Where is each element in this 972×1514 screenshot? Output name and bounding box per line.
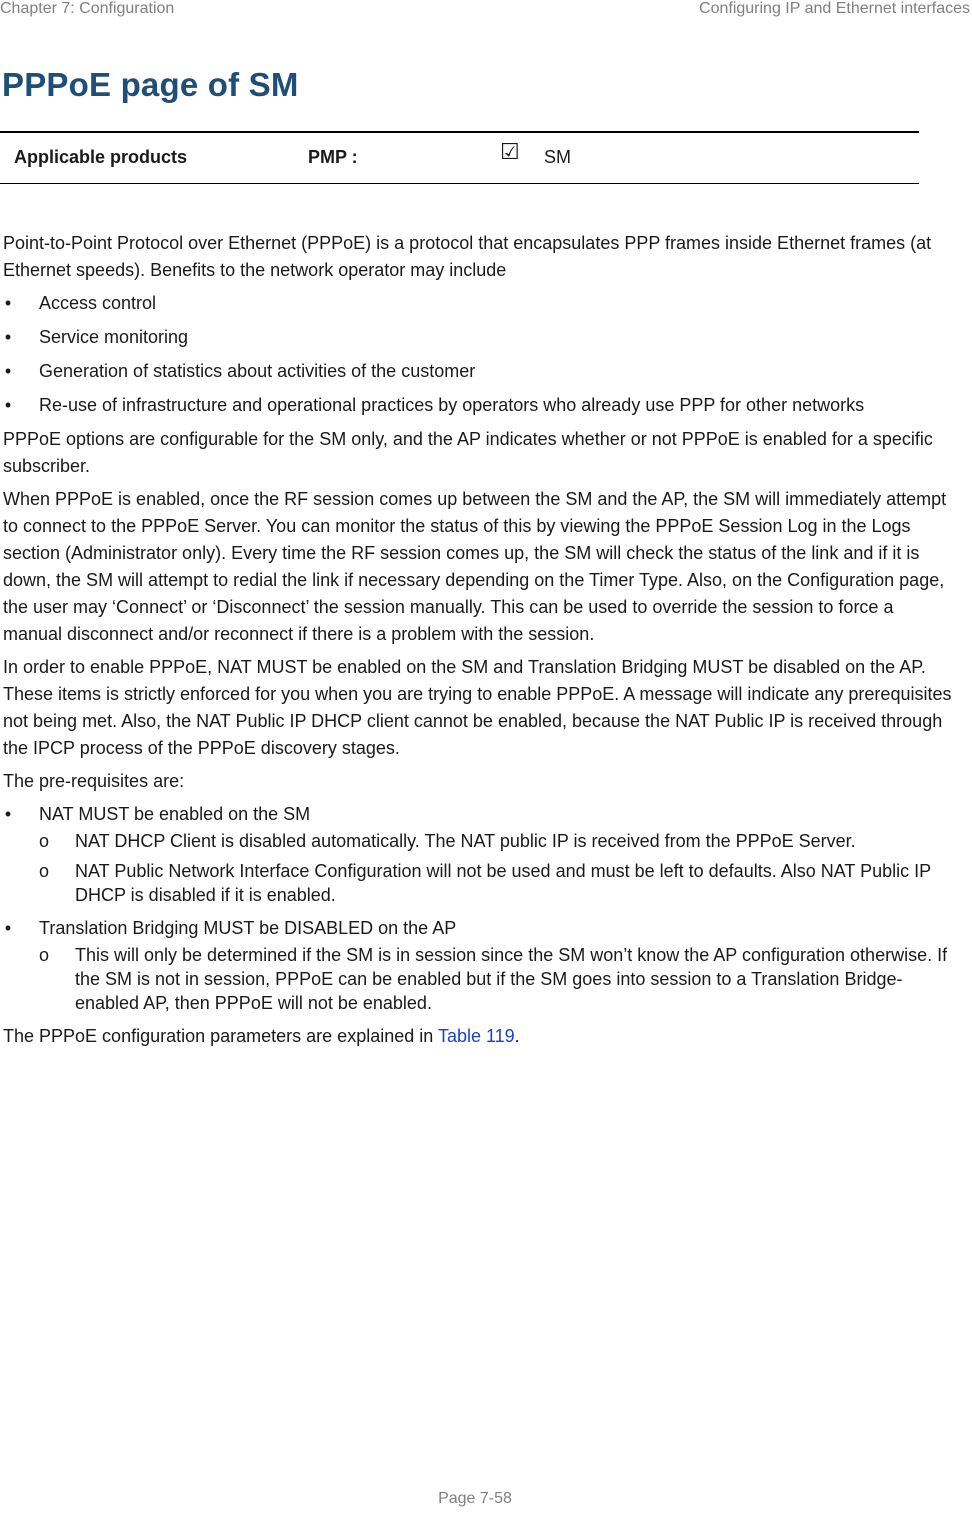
- sub-list-item: [39, 943, 953, 1015]
- prerequisite-text: Translation Bridging MUST be DISABLED on the AP: [39, 918, 457, 938]
- list-item: [3, 290, 953, 316]
- sub-item-text: This will only be determined if the SM is in session since the SM won’t know the AP configuration otherwise. If the SM is not in session, PPPoE can be enabled but if the SM goes into session to a Translation Bridge-enabled AP, then PPPoE will not be enabled.: [75, 945, 948, 1013]
- table-119-link[interactable]: Table 119: [437, 1026, 515, 1046]
- sub-bullet-marker: o: [39, 831, 50, 851]
- closing-paragraph: [3, 1023, 953, 1050]
- body-content: [3, 230, 953, 1056]
- intro-paragraph: Point-to-Point Protocol over Ethernet (PPPoE) is a protocol that encapsulates PPP frames inside Ethernet frames (at Ethernet speeds). Benefits to the network operator may include: [3, 233, 932, 280]
- prerequisites-list: [3, 801, 953, 1015]
- page-number: Page 7-58: [438, 1490, 512, 1507]
- applicability-table: [0, 131, 919, 184]
- prerequisites-intro: The pre-requisites are:: [3, 771, 185, 791]
- sub-list-item: [39, 859, 953, 907]
- platform-label: PMP :: [308, 147, 358, 167]
- checkbox-checked-icon: ☑: [500, 139, 520, 164]
- benefits-list: [3, 290, 953, 418]
- sub-bullet-marker: o: [39, 861, 50, 881]
- list-item: [3, 392, 953, 418]
- bullet-marker: •: [4, 804, 12, 824]
- list-item: [3, 358, 953, 384]
- when-enabled-paragraph: When PPPoE is enabled, once the RF session comes up between the SM and the AP, the SM will immediately attempt to connect to the PPPoE Server. You can monitor the status of this by viewing the PPPoE Session Log in the Logs section (Administrator only). Every time the RF session comes up, the SM will check the status of the link and if it is down, the SM will attempt to redial the link if necessary depending on the Timer Type. Also, on the Configuration page, the user may ‘Connect’ or ‘Disconnect’ the session manually. This can be used to override the session to force a manual disconnect and/or reconnect if there is a problem with the session.: [3, 489, 947, 644]
- bullet-marker: •: [4, 395, 12, 415]
- benefit-text: Generation of statistics about activities of the customer: [39, 361, 476, 381]
- running-header: [0, 0, 972, 20]
- sub-list: [39, 829, 953, 907]
- section-label: Configuring IP and Ethernet interfaces: [699, 0, 970, 17]
- product-label: SM: [544, 147, 571, 167]
- sub-list-item: [39, 829, 953, 853]
- sub-item-text: NAT DHCP Client is disabled automatically. The NAT public IP is received from the PPPoE Server.: [75, 831, 856, 851]
- list-item: [3, 324, 953, 350]
- enable-requirements-paragraph: In order to enable PPPoE, NAT MUST be enabled on the SM and Translation Bridging MUST be disabled on the AP. These items is strictly enforced for you when you are trying to enable PPPoE. A message will indicate any prerequisites not being met. Also, the NAT Public IP DHCP client cannot be enabled, because the NAT Public IP is received through the IPCP process of the PPPoE discovery stages.: [3, 657, 952, 758]
- applicable-products-label: Applicable products: [14, 147, 188, 167]
- list-item: [3, 801, 953, 907]
- options-paragraph: PPPoE options are configurable for the SM only, and the AP indicates whether or not PPPoE is enabled for a specific subscriber.: [3, 429, 933, 476]
- benefit-text: Service monitoring: [39, 327, 189, 347]
- closing-text: The PPPoE configuration parameters are explained in: [3, 1026, 438, 1046]
- chapter-label: Chapter 7: Configuration: [0, 0, 175, 17]
- sub-item-text: NAT Public Network Interface Configuration will not be used and must be left to defaults. Also NAT Public IP DHCP is disabled if it is enabled.: [75, 861, 931, 905]
- closing-period: .: [514, 1026, 520, 1046]
- page-title: PPPoE page of SM: [2, 66, 299, 103]
- prerequisite-text: NAT MUST be enabled on the SM: [39, 804, 311, 824]
- benefit-text: Access control: [39, 293, 157, 313]
- bullet-marker: •: [4, 293, 12, 313]
- list-item: [3, 915, 953, 1015]
- sub-bullet-marker: o: [39, 945, 50, 965]
- sub-list: [39, 943, 953, 1015]
- bullet-marker: •: [4, 327, 12, 347]
- bullet-marker: •: [4, 361, 12, 381]
- benefit-text: Re-use of infrastructure and operational practices by operators who already use PPP for other networks: [39, 395, 865, 415]
- bullet-marker: •: [4, 918, 12, 938]
